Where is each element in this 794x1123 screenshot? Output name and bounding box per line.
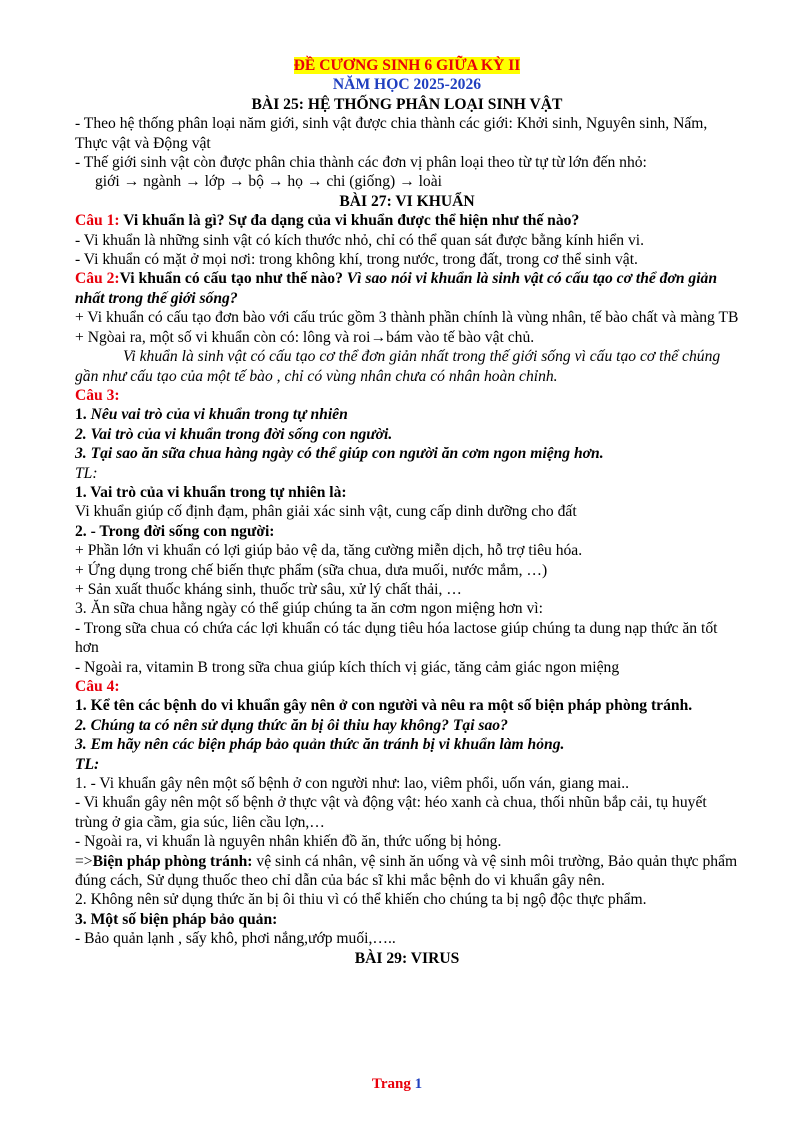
question-4-item-3: 3. Em hãy nên các biện pháp bảo quản thức ăn tránh bị vi khuẩn làm hỏng. [75, 736, 565, 754]
question-3-item-2: 2. Vai trò của vi khuẩn trong đời sống con người. [75, 425, 393, 443]
section-title-bai27: BÀI 27: VI KHUẨN [339, 192, 475, 210]
page-label: Trang [371, 1076, 415, 1092]
answer-2-line-1: + Vi khuẩn có cấu tạo đơn bào với cấu trúc gồm 3 thành phần chính là vùng nhân, tế bào chất và màng TB [75, 309, 739, 327]
section-title-bai29: BÀI 29: VIRUS [354, 949, 460, 967]
bai25-line-1: - Theo hệ thống phân loại năm giới, sinh vật được chia thành các giới: Khởi sinh, Nguyên sinh, Nấm, Thực vật và Động vật [75, 115, 708, 152]
answer-3-heading-1: 1. Vai trò của vi khuẩn trong tự nhiên là: [75, 483, 347, 501]
answer-2-line-2: + Ngòai ra, một số vi khuẩn còn có: lông và roi→bám vào tế bào vật chủ. [75, 328, 535, 346]
question-3-item-1: 1. Nêu vai trò của vi khuẩn trong tự nhiên [75, 406, 348, 424]
document-title: ĐỀ CƯƠNG SINH 6 GIỮA KỲ II [293, 57, 521, 74]
page-number: 1 [414, 1076, 423, 1092]
question-4-item-1: 1. Kể tên các bệnh do vi khuẩn gây nên ở con người và nêu ra một số biện pháp phòng tránh. [75, 697, 693, 715]
answer-3-line-7: - Ngoài ra, vitamin B trong sữa chua giúp kích thích vị giác, tăng cảm giác ngon miệng [75, 658, 620, 676]
question-4-item-2: 2. Chúng ta có nên sử dụng thức ăn bị ôi thiu hay không? Tại sao? [75, 716, 508, 734]
question-4-label: Câu 4: [75, 678, 120, 695]
answer-4-line-2: - Vi khuẩn gây nên một số bệnh ở thực vật và động vật: héo xanh cà chua, thối nhũn bắp cải, tụ huyết trùng ở gia cầm, gia súc, liên cầu lợn,… [75, 794, 707, 831]
answer-4-line-3: - Ngoài ra, vi khuẩn là nguyên nhân khiến đồ ăn, thức uống bị hỏng. [75, 833, 502, 851]
answer-3-line-1: Vi khuẩn giúp cố định đạm, phân giải xác sinh vật, cung cấp dinh dưỡng cho đất [75, 503, 577, 521]
question-2: Câu 2:Vi khuẩn có cấu tạo như thế nào? Vì sao nói vi khuẩn là sinh vật có cấu tạo cơ thể đơn giản nhất trong thế giới sống? [75, 270, 718, 307]
answer-4-heading-3: 3. Một số biện pháp bảo quản: [75, 910, 278, 928]
page-footer [0, 1076, 794, 1093]
bai25-classification-chain: giới → ngành → lớp → bộ → họ → chi (giống) → loài [95, 173, 442, 191]
question-3-label: Câu 3: [75, 386, 120, 404]
document-page [75, 56, 739, 968]
answer-4-line-5: 2. Không nên sử dụng thức ăn bị ôi thiu vì có thể khiến cho chúng ta bị ngộ độc thực phẩm. [75, 891, 647, 909]
answer-4-line-1: 1. - Vi khuẩn gây nên một số bệnh ở con người như: lao, viêm phổi, uốn ván, giang mai.. [75, 775, 630, 793]
answer-4-prevention: =>Biện pháp phòng tránh: vệ sinh cá nhân, vệ sinh ăn uống và vệ sinh môi trường, Bảo quản thực phẩm đúng cách, Sử dụng thuốc theo chỉ dẫn của bác sĩ khi mắc bệnh do vi khuẩn gây nên. [75, 852, 738, 890]
section-title-bai25: BÀI 25: HỆ THỐNG PHÂN LOẠI SINH VẬT [251, 95, 563, 113]
answer-3-line-3: + Ứng dụng trong chế biến thực phẩm (sữa chua, dưa muối, nước mắm, …) [75, 561, 548, 579]
bai25-line-2: - Thế giới sinh vật còn được phân chia thành các đơn vị phân loại theo từ tự từ lớn đến nhỏ: [75, 154, 647, 172]
answer-4-line-6: - Bảo quản lạnh , sấy khô, phơi nắng,ướp muối,….. [75, 930, 396, 948]
answer-3-line-2: + Phần lớn vi khuẩn có lợi giúp bảo vệ da, tăng cường miễn dịch, hỗ trợ tiêu hóa. [75, 542, 583, 560]
question-3-item-3: 3. Tại sao ăn sữa chua hàng ngày có thể giúp con người ăn cơm ngon miệng hơn. [75, 445, 604, 463]
question-3-answer-label: TL: [75, 464, 98, 482]
school-year: NĂM HỌC 2025-2026 [332, 76, 482, 94]
answer-2-explanation: Vi khuẩn là sinh vật có cấu tạo cơ thể đơn giản nhất trong thế giới sống vì cấu tạo cơ thể chúng gần như cấu tạo của một tế bào , chỉ có vùng nhân chưa có nhân hoàn chỉnh. [75, 348, 721, 385]
answer-3-line-5: 3. Ăn sữa chua hằng ngày có thể giúp chúng ta ăn cơm ngon miệng hơn vì: [75, 600, 543, 618]
answer-3-heading-2: 2. - Trong đời sống con người: [75, 522, 275, 540]
answer-3-line-4: + Sản xuất thuốc kháng sinh, thuốc trừ sâu, xử lý chất thải, … [75, 580, 462, 598]
question-4-answer-label: TL: [75, 755, 100, 773]
answer-1-line-2: - Vi khuẩn có mặt ở mọi nơi: trong không khí, trong nước, trong đất, trong cơ thể sinh vật. [75, 251, 638, 269]
question-1: Câu 1: Vi khuẩn là gì? Sự đa dạng của vi khuẩn được thể hiện như thế nào? [75, 212, 580, 230]
answer-1-line-1: - Vi khuẩn là những sinh vật có kích thước nhỏ, chỉ có thể quan sát được bằng kính hiển vi. [75, 231, 644, 249]
answer-3-line-6: - Trong sữa chua có chứa các lợi khuẩn có tác dụng tiêu hóa lactose giúp chúng ta dung nạp thức ăn tốt hơn [75, 619, 718, 657]
